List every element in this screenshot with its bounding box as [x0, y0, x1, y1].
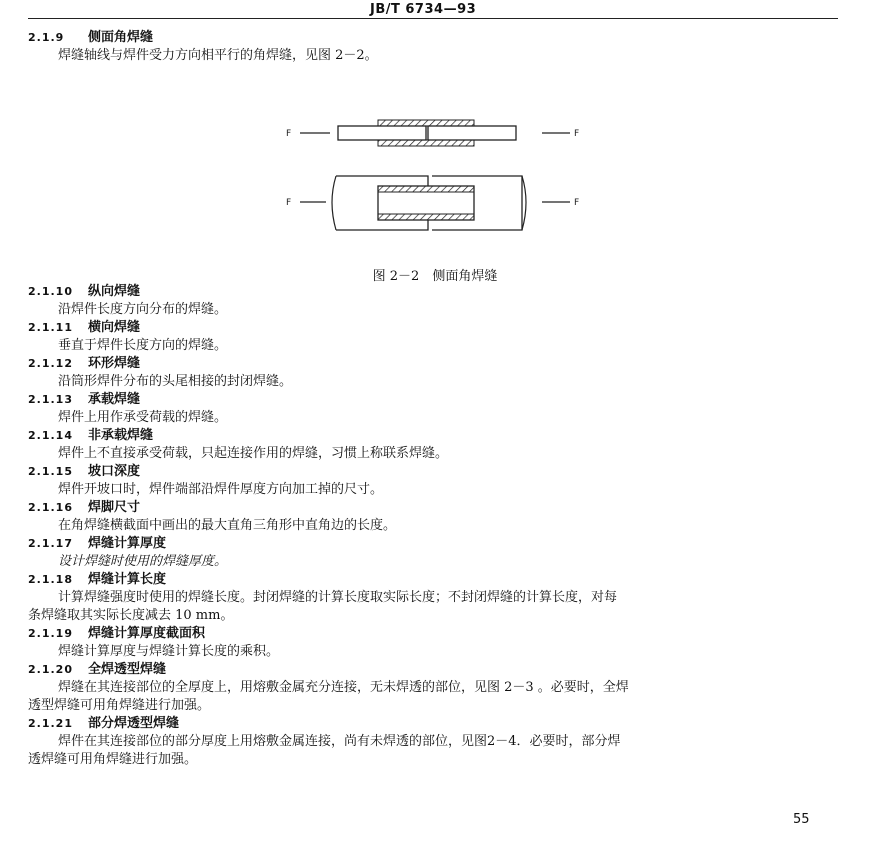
standard-number: JB/T 6734—93	[370, 2, 477, 17]
force-label-right: F	[574, 129, 580, 139]
clause-number: 2.1.17	[28, 537, 73, 550]
clause-heading	[28, 356, 140, 372]
clause-definition: 焊缝轴线与焊件受力方向相平行的角焊缝，见图 2－2。	[58, 48, 378, 63]
clause-term: 环形焊缝	[88, 356, 141, 371]
clause-number: 2.1.20	[28, 663, 73, 676]
clause-term: 非承载焊缝	[88, 428, 154, 443]
clause-definition: 焊缝计算厚度与焊缝计算长度的乘积。	[58, 644, 280, 659]
clause-heading	[28, 464, 140, 480]
clause-definition: 垂直于焊件长度方向的焊缝。	[58, 338, 228, 353]
bottom-cover-plate	[378, 140, 474, 146]
clause-number: 2.1.19	[28, 627, 73, 640]
clause-heading	[28, 500, 140, 516]
clause-number: 2.1.16	[28, 501, 73, 514]
clause-number: 2.1.13	[28, 393, 73, 406]
top-joint-view	[286, 120, 579, 146]
clause-definition: 计算焊缝强度时使用的焊缝长度。封闭焊缝的计算长度取实际长度；不封闭焊缝的计算长度，对每	[58, 590, 618, 605]
clause-definition: 焊件上用作承受荷载的焊缝。	[58, 410, 228, 425]
bottom-joint-view	[286, 176, 579, 230]
clause-heading	[28, 428, 153, 444]
force-label-left-2: F	[286, 198, 292, 208]
left-plate	[338, 126, 426, 140]
clause-term: 承载焊缝	[88, 392, 141, 407]
clause-term: 纵向焊缝	[88, 284, 141, 299]
clause-heading	[28, 716, 179, 732]
clause-term: 焊缝计算厚度	[88, 536, 167, 551]
clause-term: 全焊透型焊缝	[88, 662, 167, 677]
clause-number: 2.1.9	[28, 31, 65, 44]
clause-definition: 在角焊缝横截面中画出的最大直角三角形中直角边的长度。	[58, 518, 397, 533]
clause-definition: 焊缝在其连接部位的全厚度上，用熔敷金属充分连接，无未焊透的部位，见图 2－3 。必要时，全焊	[58, 680, 629, 695]
figure-caption: 图 2－2 侧面角焊缝	[372, 269, 498, 284]
clause-heading	[28, 626, 205, 642]
side-weld-top	[378, 186, 474, 192]
force-label-left: F	[286, 129, 292, 139]
clause-heading	[28, 392, 140, 408]
clause-term: 焊缝计算厚度截面积	[88, 626, 206, 641]
clause-definition: 焊件上不直接承受荷载，只起连接作用的焊缝，习惯上称联系焊缝。	[58, 446, 449, 461]
page-header	[0, 0, 870, 22]
clause-term: 坡口深度	[88, 464, 141, 479]
clause-term: 侧面角焊缝	[88, 30, 154, 45]
clause-definition: 沿焊件长度方向分布的焊缝。	[58, 302, 228, 317]
clause-term: 横向焊缝	[88, 320, 141, 335]
side-fillet-weld-figure	[280, 112, 600, 242]
clause-heading	[28, 284, 140, 300]
clause-heading	[28, 30, 153, 46]
clause-definition: 透型焊缝可用角焊缝进行加强。	[28, 698, 211, 713]
clause-number: 2.1.14	[28, 429, 73, 442]
clause-definition: 焊件开坡口时，焊件端部沿焊件厚度方向加工掉的尺寸。	[58, 482, 384, 497]
clause-heading	[28, 320, 140, 336]
clause-number: 2.1.15	[28, 465, 73, 478]
clause-number: 2.1.12	[28, 357, 73, 370]
top-cover-plate	[378, 120, 474, 126]
side-weld-bottom	[378, 214, 474, 220]
clause-definition: 沿筒形焊件分布的头尾相接的封闭焊缝。	[58, 374, 293, 389]
clause-heading	[28, 662, 166, 678]
clause-term: 焊脚尺寸	[88, 500, 141, 515]
clause-heading	[28, 536, 166, 552]
left-break-line	[332, 176, 336, 230]
clause-number: 2.1.11	[28, 321, 73, 334]
clause-number: 2.1.18	[28, 573, 73, 586]
clause-number: 2.1.10	[28, 285, 73, 298]
clause-definition: 焊件在其连接部位的部分厚度上用熔敷金属连接，尚有未焊透的部位，见图2－4．必要时，部分焊	[58, 734, 621, 749]
clause-definition: 设计焊缝时使用的焊缝厚度。	[58, 554, 228, 569]
clause-heading	[28, 572, 166, 588]
clause-number: 2.1.21	[28, 717, 73, 730]
right-plate	[428, 126, 516, 140]
header-rule	[28, 18, 838, 19]
clause-term: 部分焊透型焊缝	[88, 716, 180, 731]
clause-definition: 条焊缝取其实际长度减去 10 mm。	[28, 608, 234, 623]
force-label-right-2: F	[574, 198, 580, 208]
clause-term: 焊缝计算长度	[88, 572, 167, 587]
clause-definition: 透焊缝可用角焊缝进行加强。	[28, 752, 198, 767]
page-number: 55	[793, 812, 810, 827]
